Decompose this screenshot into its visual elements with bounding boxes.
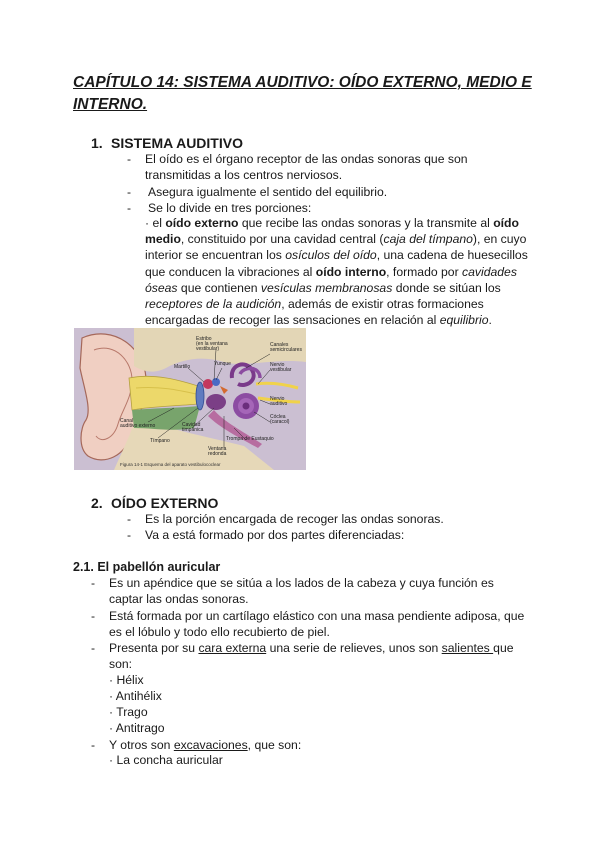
section-2-heading (91, 494, 218, 512)
figure-label: vestibular (270, 367, 292, 373)
figure-label: Ventana (208, 446, 227, 452)
bullet-text: captar las ondas sonoras. (109, 592, 249, 606)
bullet-text: El oído es el órgano receptor de las ondas sonoras que son (145, 152, 468, 166)
section-1-number: 1. (91, 135, 103, 151)
section-2-number: 2. (91, 495, 103, 511)
bullet-dash: - (91, 576, 96, 590)
bullet-text (109, 737, 301, 753)
underlined-term: salientes (441, 641, 494, 655)
para-text: , constituido por una cavidad central ( (180, 232, 384, 247)
figure-label: Nervio (270, 396, 285, 402)
bullet-dash: - (91, 609, 96, 623)
relief-item: · Antitrago (109, 721, 165, 735)
figure-label: (caracol) (270, 419, 290, 425)
para-text: , formado por (386, 264, 463, 279)
figure-label: timpánica (182, 427, 204, 433)
figure-label: auditivo (270, 401, 288, 407)
figure-label: Nervio (270, 362, 285, 368)
figure-label: Estribo (196, 336, 212, 342)
bullet-text-part: Y otros son (109, 738, 174, 752)
bullet-text-part: , que son: (247, 738, 302, 752)
para-text: , además de existir otras formaciones encargadas de recoger las sensaciones en relación al (145, 297, 484, 328)
para-text: que contienen (177, 280, 261, 295)
figure-label: redonda (208, 451, 227, 457)
bullet-text: Es la porción encargada de recoger las ondas sonoras. (145, 512, 444, 526)
ear-portions-paragraph (145, 215, 530, 328)
bullet-text: Asegura igualmente el sentido del equilibrio. (148, 185, 388, 199)
bullet-text-part: que (493, 641, 514, 655)
bullet-text: son: (109, 657, 133, 671)
bullet-text: es el lóbulo y todo ello recubierto de piel. (109, 625, 330, 639)
figure-label: Martillo (174, 364, 191, 370)
para-italic: cavidades óseas (145, 264, 517, 295)
relief-item: · Antihélix (109, 689, 162, 703)
figure-label: Cavidad (182, 422, 201, 428)
bullet-text: Se lo divide en tres porciones: (148, 201, 312, 215)
bullet-text: Es un apéndice que se sitúa a los lados de la cabeza y cuya función es (109, 576, 494, 590)
section-1-heading (91, 134, 243, 152)
para-italic: vesículas membranosas (260, 280, 393, 295)
relief-item: · Hélix (109, 673, 144, 687)
underlined-term: excavaciones (173, 738, 248, 752)
bullet-dash: - (127, 528, 132, 542)
bullet-dash: - (127, 201, 132, 215)
figure-label: vestibular) (196, 346, 220, 352)
ear-anatomy-illustration (74, 328, 306, 470)
para-italic: osículos del oído (285, 248, 377, 263)
figure-label: (en la ventana (196, 341, 228, 347)
underlined-term: cara externa (198, 641, 267, 655)
bullet-dash: - (127, 185, 132, 199)
relief-item: · La concha auricular (109, 753, 223, 767)
bullet-text: Va a está formado por dos partes diferenciadas: (145, 528, 405, 542)
bullet-dash: - (127, 152, 132, 166)
relief-item: · Trago (109, 705, 148, 719)
figure-label: Yunque (214, 361, 231, 367)
para-text: . (488, 313, 492, 328)
bullet-text (109, 640, 514, 656)
para-text: , una cadena de huesecillos que conducen la vibraciones al (145, 248, 528, 279)
bullet-text-part: una serie de relieves, unos son (266, 641, 442, 655)
figure-label: auditivo externo (120, 423, 156, 429)
bullet-dash: - (91, 641, 96, 655)
figure-label: semicirculares (270, 347, 302, 353)
chapter-title: CAPÍTULO 14: SISTEMA AUDITIVO: OÍDO EXTERNO, MEDIO E INTERNO. (73, 74, 532, 113)
figure-label: Canal (120, 418, 134, 424)
figure-label: Trompa de Eustaquio (226, 436, 274, 442)
para-italic: equilibrio (439, 313, 489, 328)
figure-label: Canales (270, 342, 289, 348)
para-italic: receptores de la audición (145, 297, 282, 312)
para-text: · el (145, 216, 166, 230)
para-bold: oído interno (315, 264, 387, 279)
para-bold: oído medio (145, 216, 519, 247)
figure-caption: Figura 14-1 Esquema del aparato vestibulococlear (120, 462, 221, 467)
figure-label: Tímpano (150, 438, 170, 444)
section-1-title: SISTEMA AUDITIVO (111, 135, 243, 151)
bullet-dash: - (127, 512, 132, 526)
para-bold: oído externo (165, 216, 239, 230)
para-text: donde se sitúan los (392, 280, 501, 295)
para-text: que recibe las ondas sonoras y la transmite al (238, 216, 494, 230)
ear-anatomy-figure (74, 328, 306, 470)
section-2-title: OÍDO EXTERNO (111, 495, 219, 511)
para-text: ), en cuyo interior se encuentran los (145, 232, 527, 263)
bullet-dash: - (91, 738, 96, 752)
section-2-1-heading: 2.1. El pabellón auricular (73, 560, 221, 574)
bullet-text-part: Presenta por su (109, 641, 199, 655)
bullet-text: transmitidas a los centros nerviosos. (145, 168, 343, 182)
bullet-text: Está formada por un cartílago elástico con una masa pendiente adiposa, que (109, 609, 525, 623)
figure-label: Cóclea (270, 414, 286, 420)
para-italic: caja del tímpano (383, 232, 473, 247)
